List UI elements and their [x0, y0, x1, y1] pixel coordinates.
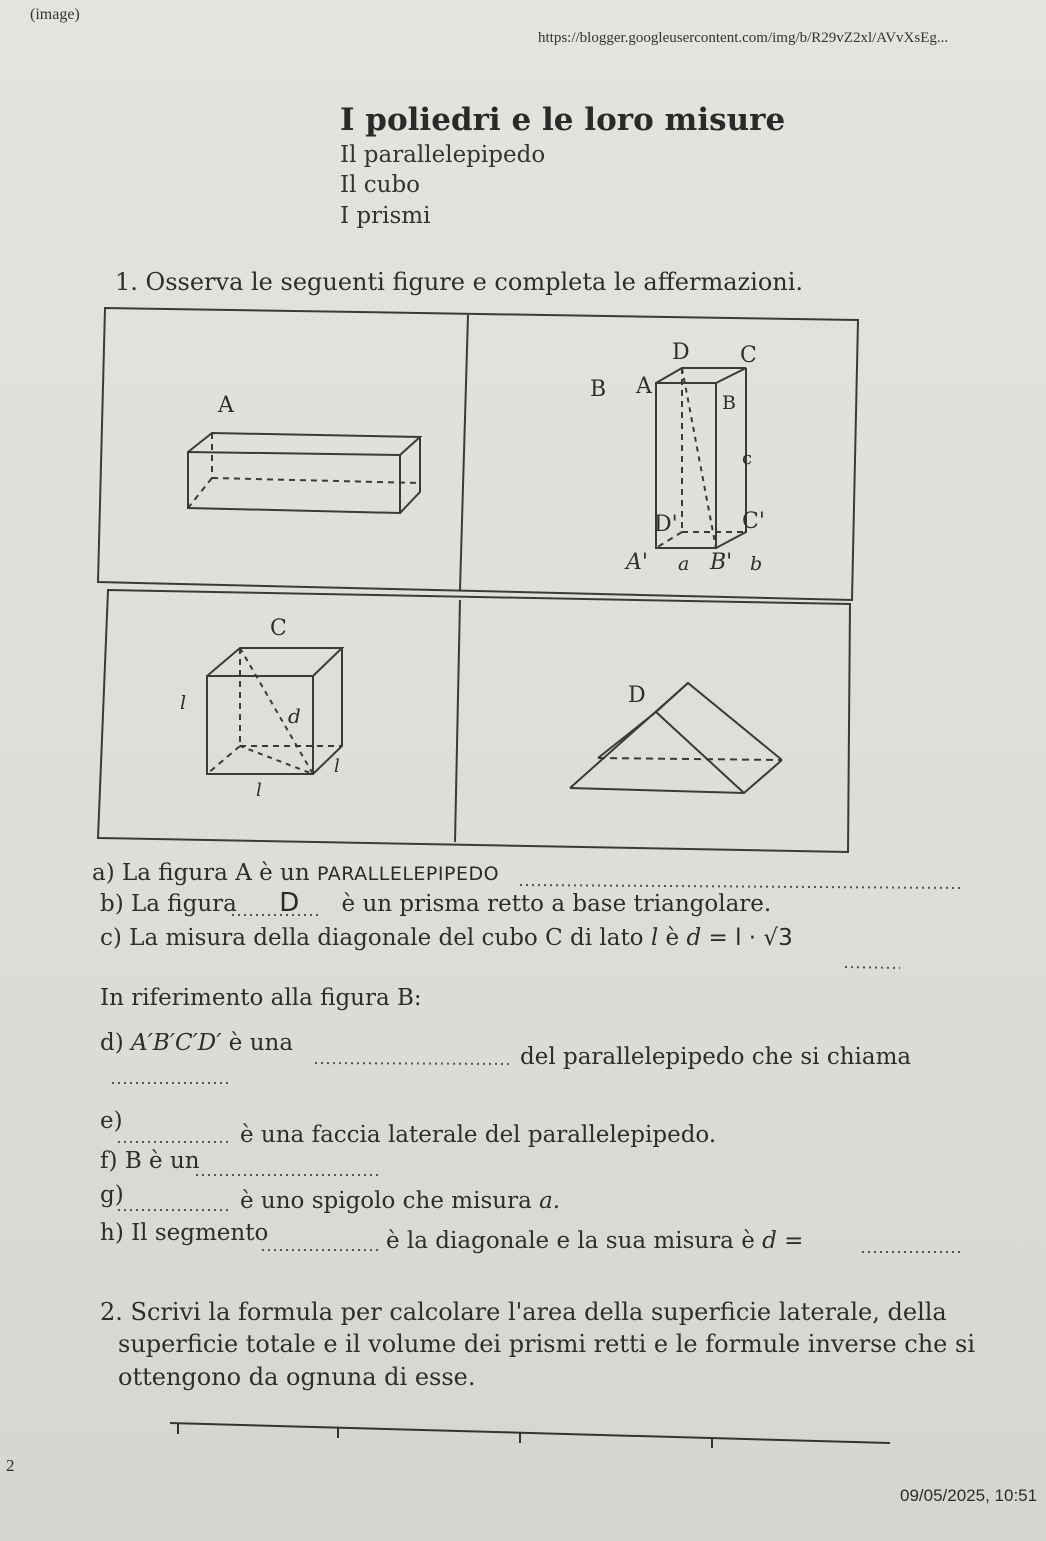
statement-f: f) B è un — [100, 1148, 200, 1174]
statement-d: d) A′B′C′D′ è una — [100, 1030, 294, 1056]
statement-b: b) La figura D è un prisma retto a base triangolare. — [100, 888, 772, 918]
page-title: I poliedri e le loro misure — [340, 102, 786, 138]
grid-bottom-row — [98, 590, 850, 852]
edge-a: a — [678, 553, 690, 575]
answer-a: PARALLELEPIPEDO — [316, 863, 500, 885]
page-number: 2 — [6, 1456, 15, 1475]
grid-divider-top — [460, 315, 468, 590]
statement-c: c) La misura della diagonale del cubo C di lato l è d = l · √3 — [100, 925, 793, 951]
figure-b-label: B — [590, 377, 607, 402]
edge-b: b — [750, 553, 763, 575]
bottom-rule — [170, 1423, 890, 1448]
vertex-C-prime: C' — [742, 509, 765, 534]
exercise2-line3: ottengono da ognuna di esse. — [118, 1363, 476, 1391]
exercise2-line2: superficie totale e il volume dei prismi retti e le formule inverse che si — [118, 1330, 976, 1358]
subtitle-cubo: Il cubo — [340, 172, 421, 198]
edge-c: c — [742, 448, 753, 469]
statement-g: è uno spigolo che misura a. — [240, 1188, 561, 1214]
vertex-D-prime: D' — [654, 512, 678, 537]
subtitle-prismi: I prismi — [340, 203, 431, 229]
statement-h-label: h) Il segmento — [100, 1220, 269, 1246]
subtitle-parallelepipedo: Il parallelepipedo — [340, 142, 546, 168]
statement-h: è la diagonale e la sua misura è d = — [386, 1228, 804, 1254]
figure-c-label: C — [270, 616, 287, 641]
vertex-A-prime: A' — [626, 550, 648, 575]
cube-side-label-1: l — [180, 692, 187, 714]
vertex-C: C — [740, 343, 757, 368]
statement-d-after: del parallelepipedo che si chiama — [520, 1044, 912, 1070]
figure-d-label: D — [628, 683, 646, 708]
cube-side-label-2: l — [334, 756, 340, 777]
source-url: https://blogger.googleusercontent.com/img/b/R29vZ2xl/AVvXsEg... — [538, 30, 949, 46]
reference-figure-b: In riferimento alla figura B: — [100, 985, 422, 1011]
answer-c: l · √3 — [735, 925, 793, 951]
statement-a: a) La figura A è un PARALLELEPIPEDO — [92, 860, 500, 886]
figure-a-box — [188, 433, 420, 513]
vertex-A: A — [636, 374, 652, 399]
answer-b: D — [279, 888, 300, 918]
statement-g-label: g) — [100, 1182, 124, 1208]
grid-divider-bottom — [455, 600, 460, 842]
figure-c-cube — [207, 648, 342, 774]
cube-diagonal-label: d — [288, 704, 301, 728]
figure-d-triangular-prism — [570, 683, 782, 793]
statement-e: è una faccia laterale del parallelepipedo. — [240, 1122, 717, 1148]
exercise1-prompt: 1. Osserva le seguenti figure e completa le affermazioni. — [115, 268, 804, 296]
timestamp: 09/05/2025, 10:51 — [900, 1486, 1038, 1505]
vertex-D: D — [672, 340, 690, 365]
image-label: (image) — [30, 6, 80, 23]
vertex-B-prime: B' — [710, 550, 733, 575]
statement-e-label: e) — [100, 1108, 123, 1134]
vertex-B: B — [722, 392, 736, 414]
cube-side-label-3: l — [256, 780, 262, 801]
exercise2-line1: 2. Scrivi la formula per calcolare l'area della superficie laterale, della — [100, 1298, 947, 1326]
figure-a-label: A — [218, 393, 234, 418]
